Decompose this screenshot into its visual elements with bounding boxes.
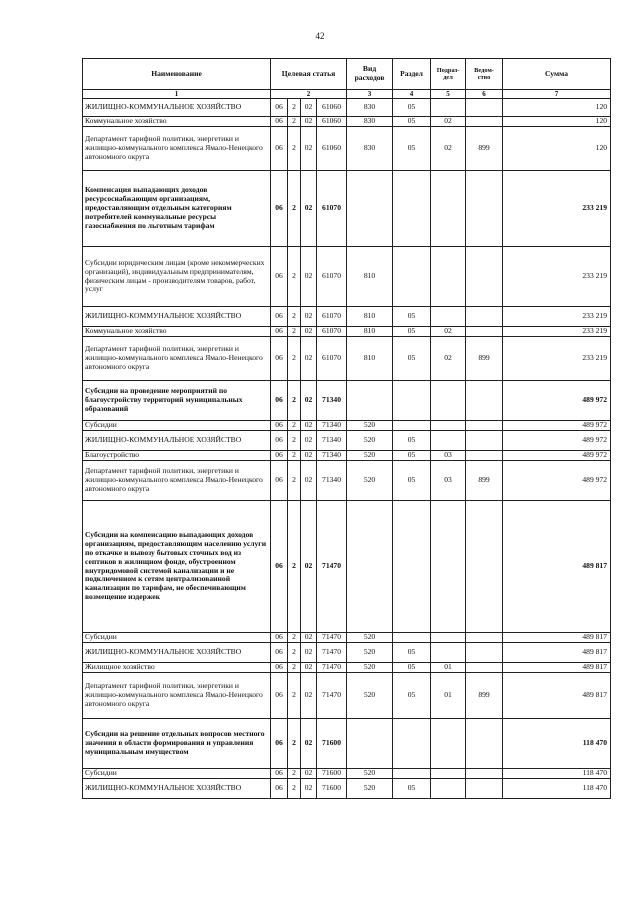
- section-cell: 05: [393, 461, 431, 501]
- expense-type-cell: 520: [347, 673, 393, 719]
- expense-type-cell: [347, 501, 393, 633]
- target-code-part: 02: [301, 327, 317, 337]
- target-code-part: 02: [301, 421, 317, 431]
- target-code-part: 06: [271, 633, 288, 643]
- table-row: [83, 461, 611, 501]
- target-code-part: 71600: [317, 779, 347, 799]
- table-row: [83, 779, 611, 799]
- expense-type-cell: 520: [347, 663, 393, 673]
- header-department: Ведом-ство: [466, 59, 503, 90]
- section-cell: 05: [393, 337, 431, 381]
- page-number: 42: [315, 31, 325, 41]
- expense-type-cell: 520: [347, 769, 393, 779]
- sum-cell: 118 470: [503, 719, 611, 769]
- row-name: ЖИЛИЩНО-КОММУНАЛЬНОЕ ХОЗЯЙСТВО: [83, 779, 271, 799]
- target-code-part: 06: [271, 421, 288, 431]
- department-cell: 899: [466, 337, 503, 381]
- col-number: 3: [347, 90, 393, 99]
- table-row: [83, 247, 611, 307]
- target-code-part: 71470: [317, 663, 347, 673]
- department-cell: 899: [466, 127, 503, 171]
- subsection-cell: 03: [431, 461, 466, 501]
- header-subsection: Подраз-дел: [431, 59, 466, 90]
- sum-cell: 489 817: [503, 663, 611, 673]
- target-code-part: 61070: [317, 171, 347, 247]
- table-row: [83, 337, 611, 381]
- row-name: Субсидии юридическим лицам (кроме некоммерческих организаций), индивидуальным предпринимателям, физическим лицам - производителям товаров, работ, услуг: [83, 247, 271, 307]
- target-code-part: 2: [288, 501, 301, 633]
- section-cell: 05: [393, 307, 431, 327]
- subsection-cell: 01: [431, 663, 466, 673]
- section-cell: 05: [393, 673, 431, 719]
- department-cell: [466, 327, 503, 337]
- target-code-part: 06: [271, 127, 288, 171]
- target-code-part: 2: [288, 673, 301, 719]
- target-code-part: 71340: [317, 431, 347, 451]
- department-cell: [466, 451, 503, 461]
- target-code-part: 06: [271, 247, 288, 307]
- section-cell: 05: [393, 643, 431, 663]
- sum-cell: 233 219: [503, 337, 611, 381]
- expense-type-cell: 830: [347, 117, 393, 127]
- target-code-part: 2: [288, 327, 301, 337]
- target-code-part: 02: [301, 431, 317, 451]
- target-code-part: 61070: [317, 247, 347, 307]
- department-cell: 899: [466, 461, 503, 501]
- row-name: ЖИЛИЩНО-КОММУНАЛЬНОЕ ХОЗЯЙСТВО: [83, 643, 271, 663]
- sum-cell: 118 470: [503, 779, 611, 799]
- header-section: Раздел: [393, 59, 431, 90]
- expense-type-cell: 520: [347, 461, 393, 501]
- target-code-part: 2: [288, 381, 301, 421]
- target-code-part: 02: [301, 461, 317, 501]
- target-code-part: 61060: [317, 99, 347, 117]
- table-row: [83, 451, 611, 461]
- target-code-part: 06: [271, 663, 288, 673]
- target-code-part: 02: [301, 117, 317, 127]
- section-cell: 05: [393, 431, 431, 451]
- row-name: Департамент тарифной политики, энергетики и жилищно-коммунального комплекса Ямало-Ненецкого автономного округа: [83, 337, 271, 381]
- section-cell: [393, 633, 431, 643]
- sum-cell: 233 219: [503, 327, 611, 337]
- department-cell: [466, 769, 503, 779]
- subsection-cell: [431, 307, 466, 327]
- table-row: [83, 327, 611, 337]
- row-name: Субсидии на проведение мероприятий по благоустройству территорий муниципальных образований: [83, 381, 271, 421]
- target-code-part: 2: [288, 779, 301, 799]
- target-code-part: 06: [271, 501, 288, 633]
- table-row: [83, 421, 611, 431]
- section-cell: [393, 421, 431, 431]
- target-code-part: 06: [271, 461, 288, 501]
- expense-type-cell: 810: [347, 327, 393, 337]
- header-sum: Сумма: [503, 59, 611, 90]
- target-code-part: 06: [271, 337, 288, 381]
- target-code-part: 02: [301, 501, 317, 633]
- department-cell: [466, 663, 503, 673]
- col-number: 7: [503, 90, 611, 99]
- target-code-part: 02: [301, 643, 317, 663]
- target-code-part: 2: [288, 643, 301, 663]
- target-code-part: 61060: [317, 127, 347, 171]
- target-code-part: 02: [301, 779, 317, 799]
- sum-cell: 489 972: [503, 451, 611, 461]
- section-cell: [393, 719, 431, 769]
- row-name: ЖИЛИЩНО-КОММУНАЛЬНОЕ ХОЗЯЙСТВО: [83, 99, 271, 117]
- department-cell: [466, 421, 503, 431]
- department-cell: [466, 643, 503, 663]
- section-cell: 05: [393, 127, 431, 171]
- target-code-part: 71340: [317, 421, 347, 431]
- target-code-part: 61060: [317, 117, 347, 127]
- target-code-part: 71340: [317, 381, 347, 421]
- subsection-cell: 01: [431, 673, 466, 719]
- target-code-part: 61070: [317, 337, 347, 381]
- department-cell: [466, 171, 503, 247]
- target-code-part: 02: [301, 99, 317, 117]
- subsection-cell: [431, 381, 466, 421]
- target-code-part: 02: [301, 127, 317, 171]
- expense-type-cell: [347, 171, 393, 247]
- header-target-article: Целевая статья: [271, 59, 347, 90]
- subsection-cell: [431, 719, 466, 769]
- row-name: Жилищное хозяйство: [83, 663, 271, 673]
- target-code-part: 06: [271, 117, 288, 127]
- table-row: [83, 501, 611, 633]
- row-name: Субсидии: [83, 421, 271, 431]
- target-code-part: 02: [301, 673, 317, 719]
- expense-type-cell: 810: [347, 337, 393, 381]
- row-name: Департамент тарифной политики, энергетики и жилищно-коммунального комплекса Ямало-Ненецкого автономного округа: [83, 127, 271, 171]
- department-cell: [466, 99, 503, 117]
- target-code-part: 2: [288, 247, 301, 307]
- col-number: 2: [271, 90, 347, 99]
- target-code-part: 06: [271, 381, 288, 421]
- target-code-part: 06: [271, 327, 288, 337]
- department-cell: [466, 307, 503, 327]
- expense-type-cell: [347, 381, 393, 421]
- department-cell: 899: [466, 673, 503, 719]
- department-cell: [466, 633, 503, 643]
- target-code-part: 2: [288, 451, 301, 461]
- row-name: Субсидии: [83, 633, 271, 643]
- section-cell: [393, 769, 431, 779]
- row-name: ЖИЛИЩНО-КОММУНАЛЬНОЕ ХОЗЯЙСТВО: [83, 431, 271, 451]
- target-code-part: 06: [271, 307, 288, 327]
- expense-type-cell: 830: [347, 99, 393, 117]
- table-row: [83, 673, 611, 719]
- section-cell: [393, 247, 431, 307]
- row-name: ЖИЛИЩНО-КОММУНАЛЬНОЕ ХОЗЯЙСТВО: [83, 307, 271, 327]
- col-number: 4: [393, 90, 431, 99]
- sum-cell: 233 219: [503, 247, 611, 307]
- table-row: [83, 663, 611, 673]
- target-code-part: 06: [271, 673, 288, 719]
- subsection-cell: [431, 501, 466, 633]
- target-code-part: 2: [288, 769, 301, 779]
- target-code-part: 06: [271, 431, 288, 451]
- subsection-cell: 02: [431, 127, 466, 171]
- row-name: Департамент тарифной политики, энергетики и жилищно-коммунального комплекса Ямало-Ненецкого автономного округа: [83, 673, 271, 719]
- sum-cell: 489 817: [503, 501, 611, 633]
- target-code-part: 02: [301, 247, 317, 307]
- table-row: [83, 381, 611, 421]
- target-code-part: 06: [271, 779, 288, 799]
- target-code-part: 71340: [317, 461, 347, 501]
- expense-type-cell: 520: [347, 643, 393, 663]
- section-cell: 05: [393, 663, 431, 673]
- header-name: Наименование: [83, 59, 271, 90]
- expense-type-cell: 520: [347, 451, 393, 461]
- section-cell: [393, 171, 431, 247]
- sum-cell: 489 972: [503, 381, 611, 421]
- target-code-part: 02: [301, 171, 317, 247]
- expense-type-cell: 520: [347, 431, 393, 451]
- target-code-part: 71340: [317, 451, 347, 461]
- expense-type-cell: 520: [347, 779, 393, 799]
- target-code-part: 2: [288, 127, 301, 171]
- section-cell: 05: [393, 117, 431, 127]
- target-code-part: 02: [301, 633, 317, 643]
- col-number: 6: [466, 90, 503, 99]
- expense-type-cell: 810: [347, 247, 393, 307]
- row-name: Субсидии на компенсацию выпадающих доходов организациям, предоставляющим населению услуги по откачке и вывозу бытовых сточных вод из септиков в жилищном фонде, обустроенном внутридомовой системой канализации и не подключенном к сетям централизованной канализации по тарифам, не обеспечивающим возмещение издержек: [83, 501, 271, 633]
- sum-cell: 120: [503, 127, 611, 171]
- sum-cell: 120: [503, 117, 611, 127]
- section-cell: 05: [393, 451, 431, 461]
- subsection-cell: 02: [431, 117, 466, 127]
- target-code-part: 06: [271, 451, 288, 461]
- target-code-part: 2: [288, 719, 301, 769]
- target-code-part: 06: [271, 171, 288, 247]
- target-code-part: 06: [271, 99, 288, 117]
- row-name: Департамент тарифной политики, энергетики и жилищно-коммунального комплекса Ямало-Ненецкого автономного округа: [83, 461, 271, 501]
- table-row: [83, 171, 611, 247]
- target-code-part: 71470: [317, 673, 347, 719]
- section-cell: [393, 381, 431, 421]
- subsection-cell: [431, 769, 466, 779]
- row-name: Благоустройство: [83, 451, 271, 461]
- section-cell: 05: [393, 779, 431, 799]
- target-code-part: 02: [301, 381, 317, 421]
- section-cell: 05: [393, 99, 431, 117]
- table-row: [83, 117, 611, 127]
- expense-type-cell: 810: [347, 307, 393, 327]
- table-row: [83, 633, 611, 643]
- row-name: Субсидии на решение отдельных вопросов местного значения в области формирования и управления муниципальным имуществом: [83, 719, 271, 769]
- target-code-part: 2: [288, 99, 301, 117]
- department-cell: [466, 247, 503, 307]
- subsection-cell: [431, 431, 466, 451]
- target-code-part: 2: [288, 117, 301, 127]
- table-row: [83, 431, 611, 451]
- sum-cell: 489 972: [503, 461, 611, 501]
- target-code-part: 61070: [317, 307, 347, 327]
- subsection-cell: 02: [431, 327, 466, 337]
- target-code-part: 02: [301, 663, 317, 673]
- expense-type-cell: 830: [347, 127, 393, 171]
- col-number: 1: [83, 90, 271, 99]
- sum-cell: 233 219: [503, 171, 611, 247]
- row-name: Субсидии: [83, 769, 271, 779]
- sum-cell: 118 470: [503, 769, 611, 779]
- table-row: [83, 719, 611, 769]
- department-cell: [466, 117, 503, 127]
- target-code-part: 02: [301, 451, 317, 461]
- subsection-cell: [431, 247, 466, 307]
- col-number: 5: [431, 90, 466, 99]
- target-code-part: 06: [271, 643, 288, 663]
- target-code-part: 71600: [317, 769, 347, 779]
- target-code-part: 06: [271, 769, 288, 779]
- target-code-part: 2: [288, 307, 301, 327]
- table-row: [83, 307, 611, 327]
- subsection-cell: [431, 779, 466, 799]
- sum-cell: 489 972: [503, 431, 611, 451]
- budget-table: [82, 58, 611, 799]
- department-cell: [466, 779, 503, 799]
- table-body: [83, 99, 611, 799]
- target-code-part: 2: [288, 461, 301, 501]
- row-name: Коммунальное хозяйство: [83, 117, 271, 127]
- target-code-part: 02: [301, 307, 317, 327]
- table-row: [83, 643, 611, 663]
- expense-type-cell: 520: [347, 633, 393, 643]
- table-row: [83, 99, 611, 117]
- department-cell: [466, 381, 503, 421]
- department-cell: [466, 431, 503, 451]
- sum-cell: 489 972: [503, 421, 611, 431]
- target-code-part: 2: [288, 663, 301, 673]
- subsection-cell: [431, 421, 466, 431]
- subsection-cell: [431, 99, 466, 117]
- sum-cell: 489 817: [503, 643, 611, 663]
- target-code-part: 2: [288, 171, 301, 247]
- sum-cell: 120: [503, 99, 611, 117]
- target-code-part: 61070: [317, 327, 347, 337]
- subsection-cell: [431, 643, 466, 663]
- target-code-part: 06: [271, 719, 288, 769]
- table-row: [83, 127, 611, 171]
- subsection-cell: 03: [431, 451, 466, 461]
- target-code-part: 02: [301, 719, 317, 769]
- target-code-part: 2: [288, 421, 301, 431]
- section-cell: 05: [393, 327, 431, 337]
- table-row: [83, 769, 611, 779]
- expense-type-cell: 520: [347, 421, 393, 431]
- target-code-part: 02: [301, 769, 317, 779]
- sum-cell: 489 817: [503, 673, 611, 719]
- target-code-part: 2: [288, 431, 301, 451]
- target-code-part: 71470: [317, 501, 347, 633]
- section-cell: [393, 501, 431, 633]
- target-code-part: 71470: [317, 643, 347, 663]
- department-cell: [466, 719, 503, 769]
- subsection-cell: [431, 171, 466, 247]
- subsection-cell: [431, 633, 466, 643]
- subsection-cell: 02: [431, 337, 466, 381]
- row-name: Коммунальное хозяйство: [83, 327, 271, 337]
- department-cell: [466, 501, 503, 633]
- target-code-part: 2: [288, 633, 301, 643]
- sum-cell: 233 219: [503, 307, 611, 327]
- target-code-part: 2: [288, 337, 301, 381]
- expense-type-cell: [347, 719, 393, 769]
- target-code-part: 02: [301, 337, 317, 381]
- sum-cell: 489 817: [503, 633, 611, 643]
- target-code-part: 71600: [317, 719, 347, 769]
- header-expense-type: Вид расходов: [347, 59, 393, 90]
- target-code-part: 71470: [317, 633, 347, 643]
- row-name: Компенсация выпадающих доходов ресурсоснабжающим организациям, предоставляющим отдельным категориям потребителей коммунальные ресурсы газоснабжения по льготным тарифам: [83, 171, 271, 247]
